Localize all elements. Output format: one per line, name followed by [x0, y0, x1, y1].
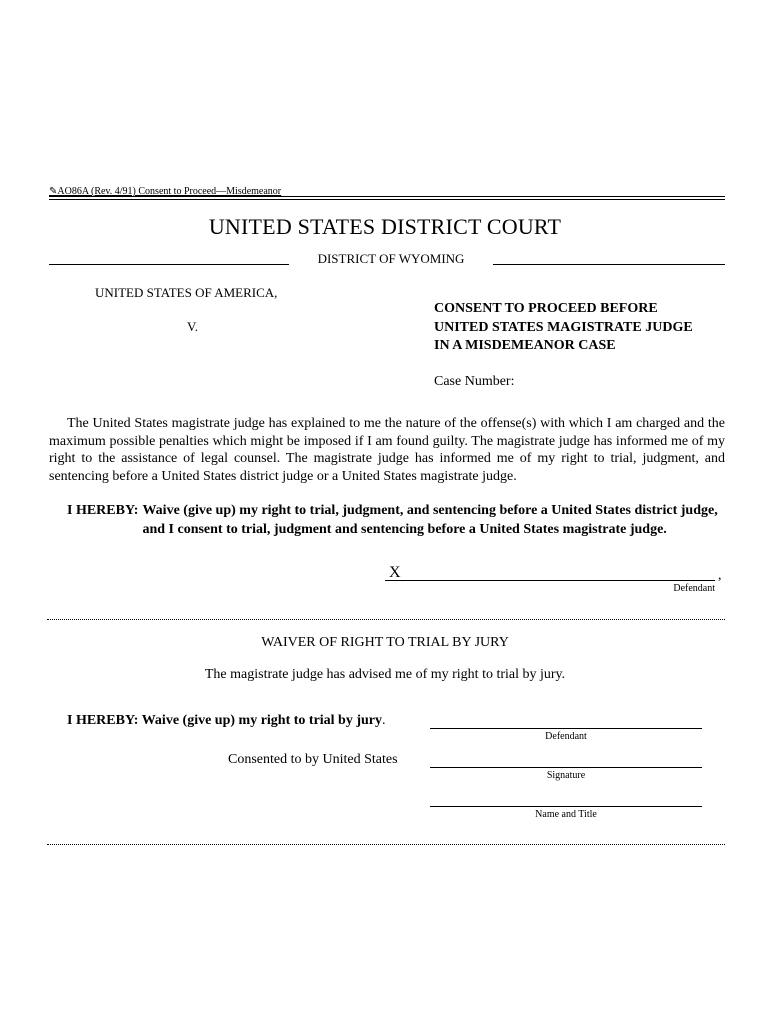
consent-statement — [67, 501, 725, 539]
waiver-advisement: The magistrate judge has advised me of my right to trial by jury. — [204, 667, 566, 682]
document-title — [434, 300, 693, 356]
section-divider-top — [47, 619, 725, 620]
document-title-line-2: UNITED STATES MAGISTRATE JUDGE — [434, 319, 693, 335]
header-rule-bottom — [49, 199, 725, 200]
waiver-defendant-caption: Defendant — [545, 731, 587, 742]
waiver-defendant-signature-line[interactable] — [430, 728, 702, 729]
us-name-title-caption: Name and Title — [535, 809, 597, 820]
versus-label: V. — [187, 319, 198, 334]
consent-lead: I HEREBY: — [67, 503, 139, 518]
signature-comma: , — [718, 568, 722, 583]
district-name: DISTRICT OF WYOMING — [317, 251, 465, 266]
us-name-title-line[interactable] — [430, 806, 702, 807]
us-signature-caption: Signature — [546, 770, 586, 781]
advisement-paragraph — [49, 415, 725, 485]
defendant-signature-line[interactable] — [385, 580, 715, 581]
document-title-line-1: CONSENT TO PROCEED BEFORE — [434, 301, 658, 316]
district-rule-left — [49, 264, 289, 265]
plaintiff-name: UNITED STATES OF AMERICA, — [95, 285, 278, 300]
consented-by-us-label: Consented to by United States — [228, 752, 398, 767]
waiver-statement-text: I HEREBY: Waive (give up) my right to trial by jury — [67, 713, 383, 728]
us-signature-line[interactable] — [430, 767, 702, 768]
header-rule-top — [49, 196, 725, 197]
defendant-signature-mark: X — [389, 564, 401, 581]
defendant-signature-caption: Defendant — [673, 583, 715, 594]
form-identifier: ✎AO86A (Rev. 4/91) Consent to Proceed—Misdemeanor — [49, 186, 282, 197]
consent-text: Waive (give up) my right to trial, judgment, and sentencing before a United States district judge, and I consent to trial, judgment and sentencing before a United States magistrate judge. — [142, 503, 718, 537]
court-title: UNITED STATES DISTRICT COURT — [208, 214, 562, 239]
document-title-line-3: IN A MISDEMEANOR CASE — [434, 338, 616, 353]
advisement-text: The United States magistrate judge has explained to me the nature of the offense(s) with which I am charged and the maximum possible penalties which might be imposed if I am found guilty. The magistrate judge has informed me of my right to the assistance of legal counsel. The magistrate judge has informed me of my right to trial, judgment, and sentencing before a United States district judge or a United States magistrate judge. — [49, 416, 725, 484]
waiver-statement-period: . — [382, 713, 386, 728]
section-divider-bottom — [47, 844, 725, 845]
waiver-title: WAIVER OF RIGHT TO TRIAL BY JURY — [261, 635, 509, 650]
waiver-statement — [67, 713, 386, 729]
case-number-label: Case Number: — [434, 374, 515, 389]
district-rule-right — [493, 264, 725, 265]
